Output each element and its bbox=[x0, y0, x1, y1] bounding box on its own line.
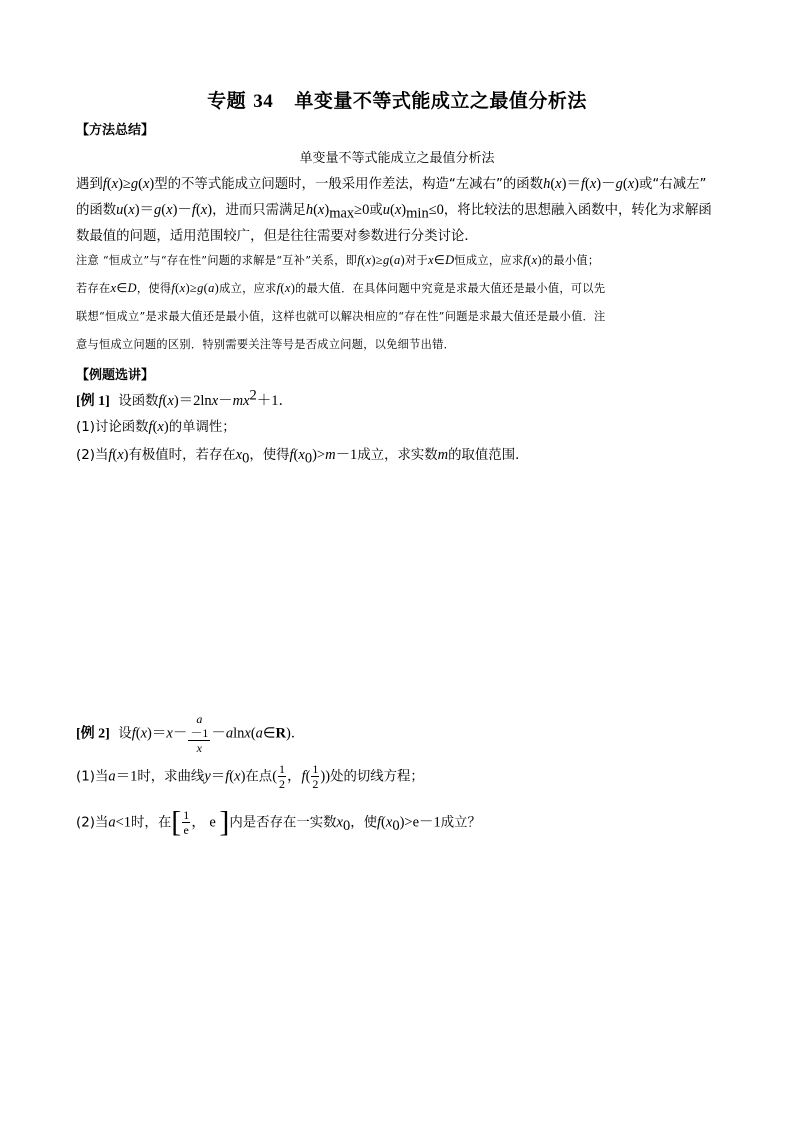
text-run: 的单调性； bbox=[168, 420, 236, 435]
text-run: 设 bbox=[118, 726, 132, 742]
text-run: 内是否存在一实数 bbox=[229, 815, 337, 831]
title-number: 34 bbox=[253, 91, 274, 112]
text-run: 时，求曲线 bbox=[137, 769, 205, 785]
text-run: ，进而只需满足 bbox=[212, 203, 306, 218]
text-run: 成立，应求 bbox=[219, 282, 277, 295]
text-run: 成立，求实数 bbox=[357, 448, 438, 463]
text-run: ，使得 bbox=[249, 448, 290, 463]
method-heading: 【方法总结】 bbox=[76, 123, 155, 138]
text-run: 对于 bbox=[405, 254, 428, 267]
example-1-question-1: (1)讨论函数f(x)的单调性； bbox=[76, 419, 236, 435]
text-run: 处的切线方程； bbox=[330, 769, 424, 785]
text-run: ，使 bbox=[350, 815, 377, 831]
note-line-2: 若存在x∈D，使得f(x)≥g(a)成立，应求f(x)的最大值．在具体问题中究竟是求最大值还是最小值，可以先 bbox=[76, 281, 606, 295]
text-run: 有极值时，若存在 bbox=[128, 448, 236, 463]
text-run: 若存在 bbox=[76, 282, 111, 295]
example-2-question-2: (2)当a<1时，在[ $\frac{1}{e}$ ， e ]内是否存在一实数$x_0$，使$f(x_0)>e-1$成立？ bbox=[76, 805, 481, 839]
fraction: $\frac{1}{2}$ bbox=[312, 762, 319, 791]
fraction: $\frac{1}{e}$ bbox=[183, 808, 190, 837]
page-title bbox=[0, 86, 794, 113]
text-run: 型的不等式能成立问题时，一般采用作差法，构造“左减右”的函数 bbox=[154, 177, 544, 192]
note-line-4: 意与恒成立问题的区别．特别需要关注等号是否成立问题，以免细节出错． bbox=[76, 338, 456, 351]
text-run: (1)讨论函数 bbox=[76, 420, 149, 435]
examples-heading: 【例题选讲】 bbox=[76, 368, 155, 383]
fraction: a －1 x bbox=[190, 712, 209, 755]
text-run: 注意 “恒成立”与“存在性”问题的求解是“互补”关系，即 bbox=[76, 254, 358, 267]
text-run: 时，在 bbox=[131, 815, 172, 831]
example-2-label: [例 2] bbox=[76, 726, 110, 742]
note-line-3: 联想“恒成立”是求最大值还是最小值，这样也就可以解决相应的“存在性”问题是求最大值还是最小值．注 bbox=[76, 310, 606, 323]
text-run: 的函数 bbox=[76, 203, 117, 218]
text-run: 成立？ bbox=[440, 815, 481, 831]
text-run: 遇到 bbox=[76, 177, 103, 192]
method-paragraph-line-3: 数最值的问题，适用范围较广，但是往往需要对参数进行分类讨论． bbox=[76, 229, 478, 244]
text-run: 恒成立，应求 bbox=[454, 254, 524, 267]
example-1-question-2: (2)当f(x)有极值时，若存在$x_0$，使得$f(x_0)>m-1$成立，求实数m的取值范围． bbox=[76, 447, 529, 467]
title-prefix: 专题 bbox=[207, 90, 247, 112]
text-run: 或“右减左” bbox=[638, 177, 707, 192]
title-text: 单变量不等式能成立之最值分析法 bbox=[294, 90, 587, 112]
fraction: $\frac{1}{2}$ bbox=[279, 762, 286, 791]
text-run: ． bbox=[290, 726, 305, 742]
text-run: (1)当 bbox=[76, 769, 109, 785]
text-run: 在点 bbox=[245, 769, 273, 785]
example-2-statement: [例 2] 设f(x)＝x－ a －1 x －alnx(a∈R)． bbox=[76, 712, 305, 755]
text-run: 的取值范围． bbox=[448, 448, 529, 463]
text-run: 的最小值； bbox=[541, 254, 600, 267]
method-paragraph-line-2: 的函数u(x)＝g(x)－f(x)，进而只需满足$h(x)_{max}\ge 0$或$u(x)_{min}\le 0$，将比较法的思想融入函数中，转化为求解函 bbox=[76, 202, 712, 222]
text-run: (2)当 bbox=[76, 448, 109, 463]
text-run: 或 bbox=[369, 203, 383, 218]
text-run: ，使得 bbox=[136, 282, 172, 295]
example-2-question-1: (1)当a＝1时，求曲线y＝f(x)在点( $\frac{1}{2}$ ，f( $\frac{1}{2}$ ))处的切线方程； bbox=[76, 762, 424, 791]
example-1-statement: [例 1] 设函数$f(x)=2\ln x-mx^2+1$． bbox=[76, 387, 294, 409]
text-run: 设函数 bbox=[118, 394, 159, 409]
method-subtitle: 单变量不等式能成立之最值分析法 bbox=[299, 151, 495, 166]
text-run: (2)当 bbox=[76, 815, 109, 831]
note-line-1: 注意 “恒成立”与“存在性”问题的求解是“互补”关系，即f(x)≥g(a)对于x∈D恒成立，应求f(x)的最小值； bbox=[76, 253, 600, 267]
example-1-label: [例 1] bbox=[76, 394, 110, 409]
text-run: 的最大值．在具体问题中究竟是求最大值还是最小值，可以先 bbox=[295, 282, 606, 295]
method-paragraph-line-1: 遇到f(x)≥g(x)型的不等式能成立问题时，一般采用作差法，构造“左减右”的函数h(x)＝f(x)－g(x)或“右减左” bbox=[76, 176, 707, 192]
text-run: ，将比较法的思想融入函数中，转化为求解函 bbox=[443, 203, 712, 218]
